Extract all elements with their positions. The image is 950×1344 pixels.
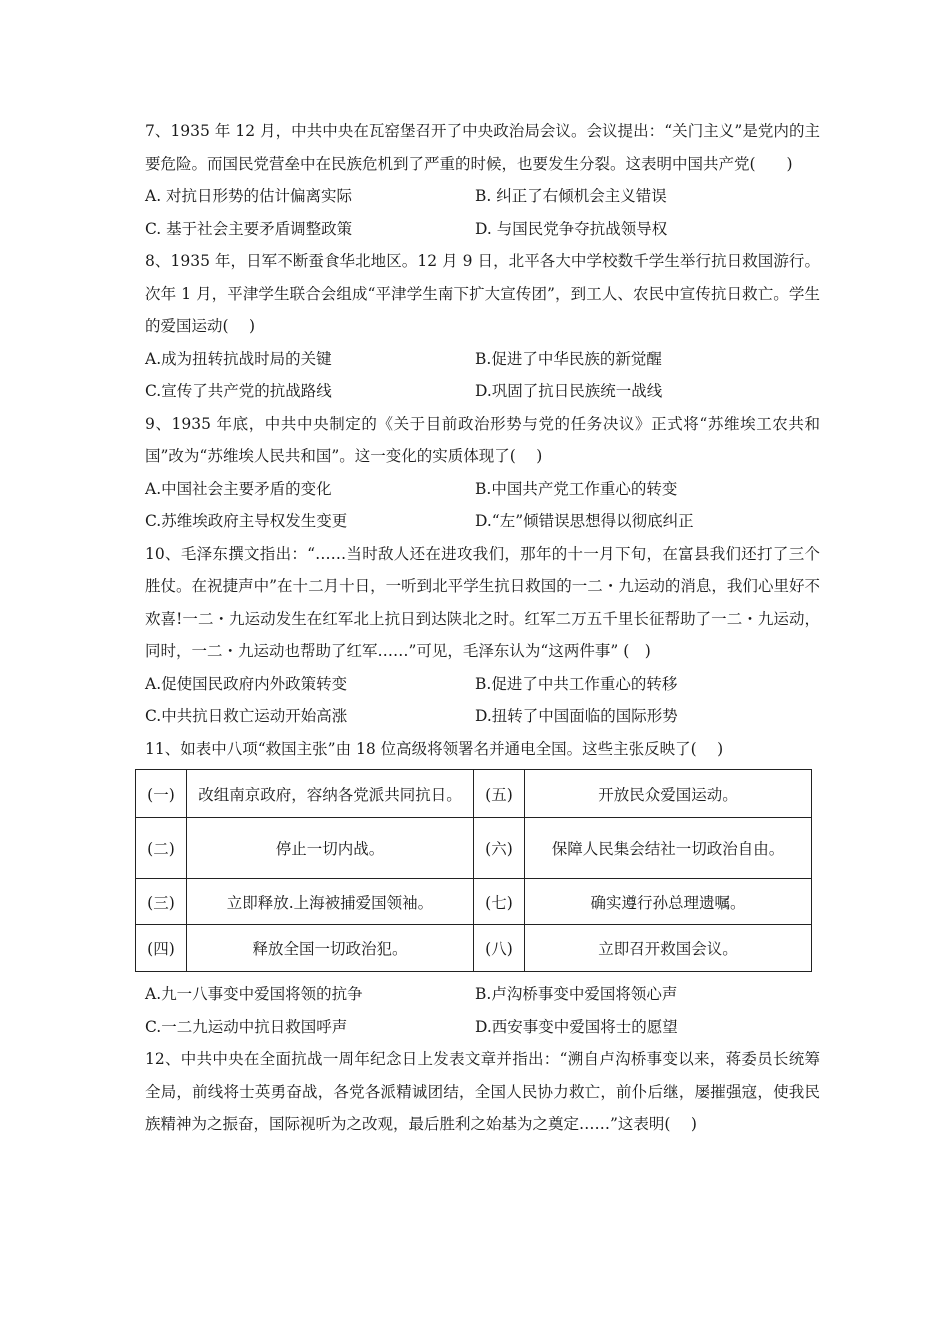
q10-stem: 10、毛泽东撰文指出：“……当时敌人还在进攻我们，那年的十一月下旬，在富县我们还打了三个胜仗。在祝捷声中”在十二月十日，一听到北平学生抗日救国的一二・九运动的消息，我们心里好不欢喜!一二・九运动发生在红军北上抗日到达陕北之时。红军二万五千里长征帮助了一二・九运动，同时，一二・九运动也帮助了红军……”可见，毛泽东认为“这两件事” ( ) xyxy=(145,544,820,660)
table-cell: (五) xyxy=(473,770,524,818)
table-cell: 改组南京政府，容纳各党派共同抗日。 xyxy=(186,770,473,818)
q9-stem: 9、1935 年底，中共中央制定的《关于目前政治形势与党的任务决议》正式将“苏维埃工农共和国”改为“苏维埃人民共和国”。这一变化的实质体现了( ) xyxy=(145,414,820,465)
q8-option-d: D.巩固了抗日民族统一战线 xyxy=(475,382,663,400)
question-list xyxy=(145,115,820,1141)
q11-options-row-2 xyxy=(145,1011,820,1044)
q7-options-row-2 xyxy=(145,213,820,246)
q9-option-a: A.中国社会主要矛盾的变化 xyxy=(145,479,332,498)
q8-options-row-2 xyxy=(145,375,820,408)
q10-option-a: A.促使国民政府内外政策转变 xyxy=(145,674,348,693)
q9-option-d: D.“左”倾错误思想得以彻底纠正 xyxy=(475,512,694,530)
q8-option-c: C.宣传了共产党的抗战路线 xyxy=(145,382,332,400)
q7-option-c: C. 基于社会主要矛盾调整政策 xyxy=(145,219,353,238)
table-cell: (七) xyxy=(473,879,524,925)
q7-options-row-1 xyxy=(145,180,820,213)
q11-proposals-table xyxy=(135,769,812,972)
q8-option-a: A.成为扭转抗战时局的关键 xyxy=(145,349,332,368)
q10-option-b: B.促进了中共工作重心的转移 xyxy=(475,674,678,693)
table-row xyxy=(136,879,812,925)
table-row xyxy=(136,925,812,972)
q11-option-b: B.卢沟桥事变中爱国将领心声 xyxy=(475,985,678,1003)
q9-options-row-1 xyxy=(145,473,820,506)
table-cell: 停止一切内战。 xyxy=(186,818,473,879)
table-cell: (六) xyxy=(473,818,524,879)
q9-options-row-2 xyxy=(145,505,820,538)
table-cell: (一) xyxy=(136,770,187,818)
q11-option-d: D.西安事变中爱国将士的愿望 xyxy=(475,1017,678,1036)
q11-stem: 11、如表中八项“救国主张”由 18 位高级将领署名并通电全国。这些主张反映了( ) xyxy=(145,739,724,758)
q9-option-b: B.中国共产党工作重心的转变 xyxy=(475,479,678,498)
q10-option-c: C.中共抗日救亡运动开始高涨 xyxy=(145,707,348,725)
table-cell: (四) xyxy=(136,925,187,972)
q11-option-a: A.九一八事变中爱国将领的抗争 xyxy=(145,985,363,1003)
q7-option-b: B. 纠正了右倾机会主义错误 xyxy=(475,187,667,205)
q10-options-row-2 xyxy=(145,700,820,733)
q7-option-d: D. 与国民党争夺抗战领导权 xyxy=(475,219,668,238)
table-cell: 开放民众爱国运动。 xyxy=(524,770,811,818)
table-cell: (二) xyxy=(136,818,187,879)
q11-option-c: C.一二九运动中抗日救国呼声 xyxy=(145,1017,348,1036)
table-cell: (三) xyxy=(136,879,187,925)
table-cell: 保障人民集会结社一切政治自由。 xyxy=(524,818,811,879)
q11-options-row-1 xyxy=(145,978,820,1011)
table-cell: (八) xyxy=(473,925,524,972)
table-cell: 立即释放.上海被捕爱国领袖。 xyxy=(186,879,473,925)
table-cell: 释放全国一切政治犯。 xyxy=(186,925,473,972)
q8-options-row-1 xyxy=(145,343,820,376)
q12-stem: 12、中共中央在全面抗战一周年纪念日上发表文章并指出：“溯自卢沟桥事变以来，蒋委员长统筹全局，前线将士英勇奋战，各党各派精诚团结，全国人民协力救亡，前仆后继，屡摧强寇，使我民族精神为之振奋，国际视听为之改观，最后胜利之始基为之奠定……”这表明( ) xyxy=(145,1050,820,1133)
table-row xyxy=(136,770,812,818)
q10-option-d: D.扭转了中国面临的国际形势 xyxy=(475,707,678,725)
q7-option-a: A. 对抗日形势的估计偏离实际 xyxy=(145,187,353,205)
q7-stem: 7、1935 年 12 月，中共中央在瓦窑堡召开了中央政治局会议。会议提出：“关门主义”是党内的主要危险。而国民党营垒中在民族危机到了严重的时候，也要发生分裂。这表明中国共产党( ) xyxy=(145,122,820,173)
q8-option-b: B.促进了中华民族的新觉醒 xyxy=(475,349,662,368)
table-row xyxy=(136,818,812,879)
q9-option-c: C.苏维埃政府主导权发生变更 xyxy=(145,512,348,530)
q10-options-row-1 xyxy=(145,668,820,701)
table-cell: 确实遵行孙总理遗嘱。 xyxy=(524,879,811,925)
q8-stem: 8、1935 年，日军不断蚕食华北地区。12 月 9 日，北平各大中学校数千学生举行抗日救国游行。次年 1 月，平津学生联合会组成“平津学生南下扩大宣传团”，到工人、农民中宣传抗日救亡。学生的爱国运动( ) xyxy=(145,252,820,335)
table-cell: 立即召开救国会议。 xyxy=(524,925,811,972)
